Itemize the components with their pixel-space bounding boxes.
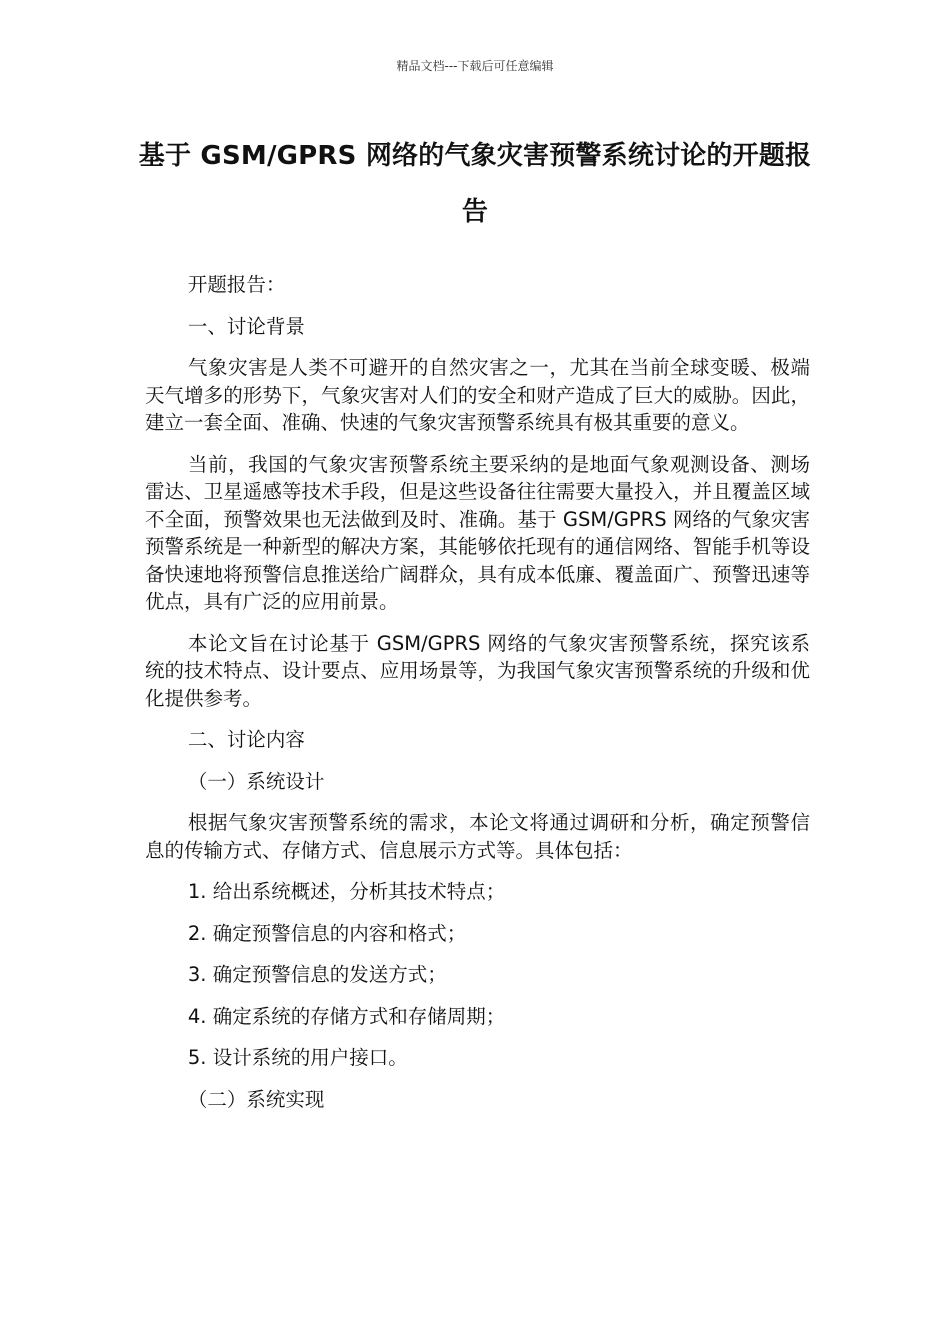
list-item: 5. 设计系统的用户接口。 [187, 1046, 408, 1069]
paragraph: 气象灾害是人类不可避开的自然灾害之一，尤其在当前全球变暖、极端天气增多的形势下，气象灾害对人们的安全和财产造成了巨大的威胁。因此，建立一套全面、准确、快速的气象灾害预警系统具有极其重要的意义。 [145, 356, 810, 434]
subsection-heading-system-implementation: （二）系统实现 [187, 1087, 325, 1111]
paragraph: 本论文旨在讨论基于 GSM/GPRS 网络的气象灾害预警系统，探究该系统的技术特点、设计要点、应用场景等，为我国气象灾害预警系统的升级和优化提供参考。 [145, 631, 810, 710]
section-heading-background: 一、讨论背景 [187, 314, 305, 338]
list-item: 2. 确定预警信息的内容和格式； [187, 921, 467, 945]
list-item: 1. 给出系统概述，分析其技术特点； [187, 880, 506, 903]
subsection-heading-system-design: （一）系统设计 [187, 769, 325, 793]
design-items-list [145, 878, 810, 1072]
document-body [145, 271, 810, 1127]
document-title: 基于 GSM/GPRS 网络的气象灾害预警系统讨论的开题报告 [138, 141, 812, 227]
paragraph: 当前，我国的气象灾害预警系统主要采纳的是地面气象观测设备、测场雷达、卫星遥感等技术手段，但是这些设备往往需要大量投入，并且覆盖区域不全面，预警效果也无法做到及时、准确。基于 GSM/GPRS 网络的气象灾害预警系统是一种新型的解决方案，其能够依托现有的通信网络、智能手机等设备快速地将预警信息推送给广阔群众，具有成本低廉、覆盖面广、预警迅速等优点，具有广泛的应用前景。 [145, 452, 810, 613]
list-item: 3. 确定预警信息的发送方式； [187, 963, 447, 986]
intro-label: 开题报告： [187, 273, 286, 296]
section-heading-content: 二、讨论内容 [187, 728, 305, 751]
paragraph: 根据气象灾害预警系统的需求，本论文将通过调研和分析，确定预警信息的传输方式、存储方式、信息展示方式等。具体包括： [145, 811, 810, 862]
list-item: 4. 确定系统的存储方式和存储周期； [187, 1004, 506, 1028]
page-header-note: 精品文档---下载后可任意编辑 [396, 59, 554, 73]
